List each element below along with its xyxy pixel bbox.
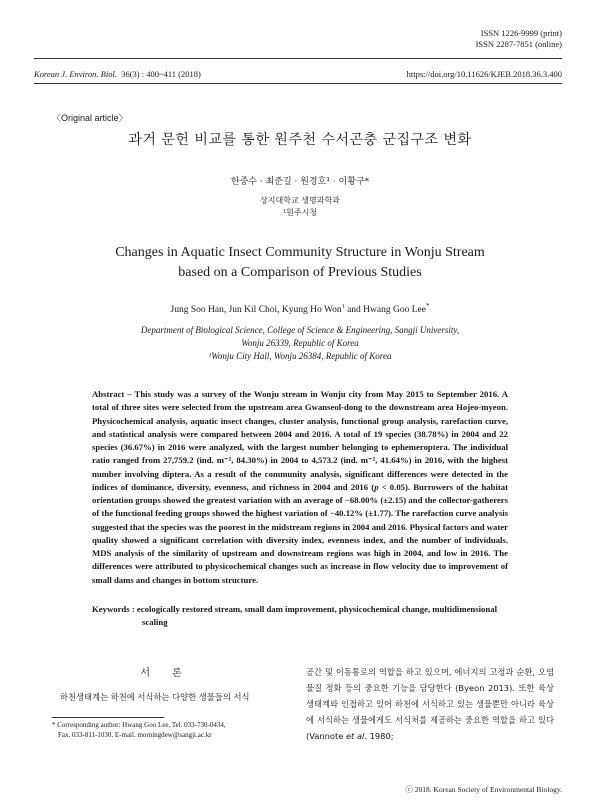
- footnote-line-1: * Corresponding author: Hwang Goo Lee, Tel. 033-730-0434,: [52, 721, 226, 729]
- body-column-right: [306, 664, 554, 744]
- intro-text-a: 공간 및 이동통로의 역할을 하고 있으며, 에너지의 고정과 순환, 오염물질 정화 등의 중요한 기능을 담당한다 (Byeon 2013). 또한 육상생태계와 인접하고 있어 하천에 서식하고 있는 생물뿐만 아니라 육상에 서식하는 생물에게도 서식처를 제공하는 중요한 역할을 하고 있다 (Vannote: [306, 667, 554, 741]
- abstract-text-b: < 0.05). Burrowers of the habitat orientation groups showed the greatest variation with an average of −68.00% (±2.15) and the collector-gatherers of the functional feeding groups showed the highest variation of −40.12% (±1.77). The rarefaction curve analysis suggested that the species was the poorest in the midstream regions in 2004 and 2016. Physical factors and water quality showed a significant correlation with diversity index, evenness index, and the number of individuals. MDS analysis of the similarity of upstream and downstream regions was high in 2004, and low in 2016. The differences were attributed to physicochemical changes such as increase in flow velocity due to improvement of small dams and changes in bottom structure.: [92, 481, 508, 585]
- affiliations-korean: [0, 195, 600, 219]
- section-title-intro: 서론: [140, 668, 204, 679]
- copyright: ⓒ 2018. Korean Society of Environmental Biology.: [405, 785, 562, 794]
- journal-citation: [34, 69, 201, 79]
- intro-et-al: et al: [345, 731, 365, 741]
- header-rule-bottom: [34, 83, 562, 84]
- title-english-line-1: Changes in Aquatic Insect Community Structure in Wonju Stream: [115, 245, 485, 260]
- abstract: Abstract – This study was a survey of the Wonju stream in Wonju city from May 2015 to September 2016. A total of three sites were selected from the upstream area Gwanseol-dong to the downstream area Hojeo-myeon. Physicochemical analysis, aquatic insect changes, cluster analysis, functional group analysis, rarefaction curve, and statistical analysis were compared between 2004 and 2016. A total of 19 species (38.78%) in 2004 and 22 species (36.67%) in 2016 were analyzed, with the largest number belonging to ephemeroptera. The individual ratio ranged from 27,759.2 (ind. m⁻², 84.30%) in 2004 to 4,573.2 (ind. m⁻², 41.64%) in 2016, with the highest number involving diptera. As a result of the community analysis, significant differences were detected in the indices of dominance, diversity, evenness, and richness in 2004 and 2016 (p < 0.05). Burrowers of the habitat orientation groups showed the greatest variation with an average of −68.00% (±2.15) and the collector-gatherers of the functional feeding groups showed the highest variation of −40.12% (±1.77). The rarefaction curve analysis suggested that the species was the poorest in the midstream regions in 2004 and 2016. Physical factors and water quality showed a significant correlation with diversity index, evenness index, and the number of individuals. MDS analysis of the similarity of upstream and downstream regions was high in 2004, and low in 2016. The differences were attributed to physicochemical changes such as increase in flow velocity due to improvement of small dams and changes in bottom structure.: [92, 389, 509, 585]
- footnote-line-2: Fax. 033-811-1030, E-mail. morningdew@sangji.ac.kr: [58, 731, 212, 739]
- corresponding-footnote: [52, 720, 302, 740]
- issn-block: [476, 28, 562, 50]
- authors-korean: 한중수 · 최준길 · 원경호¹ · 이황구*: [230, 177, 370, 187]
- affiliation-korean-1: 상지대학교 생명과학과: [260, 196, 340, 205]
- authors-english: [0, 302, 600, 315]
- intro-paragraph-start: 하천생태계는 하천에 서식하는 다양한 생물들의 서식: [60, 692, 250, 702]
- abstract-label: Abstract: [92, 389, 125, 399]
- affiliation-korean-2: ¹원주시청: [282, 208, 318, 217]
- affiliation-english-1: Department of Biological Science, College of Science & Engineering, Sangji University,: [140, 325, 460, 335]
- footnote-rule: [52, 717, 164, 718]
- journal-name: Korean J. Environ. Biol.: [34, 69, 117, 79]
- affiliation-english-3: ¹Wonju City Hall, Wonju 26384, Republic of Korea: [208, 351, 392, 361]
- abstract-text-a: This study was a survey of the Wonju stream in Wonju city from May 2015 to September 2016. A total of three sites were selected from the upstream area Gwanseol-dong to the downstream area Hojeo-myeon. Physicochemical analysis, aquatic insect changes, cluster analysis, functional group analysis, rarefaction curve, and statistical analysis were compared between 2004 and 2016. A total of 19 species (38.78%) in 2004 and 22 species (36.67%) in 2016 were analyzed, with the largest number belonging to ephemeroptera. The individual ratio ranged from 27,759.2 (ind. m⁻², 84.30%) in 2004 to 4,573.2 (ind. m⁻², 41.64%) in 2016, with the highest number involving diptera. As a result of the community analysis, significant differences were detected in the indices of dominance, diversity, evenness, and richness in 2004 and 2016 (: [92, 389, 509, 492]
- header-rule-top: [34, 58, 562, 59]
- authors-english-and: and Hwang Goo Lee: [344, 305, 426, 316]
- author-sup-1: 1: [341, 304, 345, 310]
- keywords-text: ecologically restored stream, small dam improvement, physicochemical change, multidimensional scaling: [136, 604, 497, 627]
- affiliations-english: [0, 324, 600, 363]
- issn-print: ISSN 1226-9999 (print): [480, 28, 562, 38]
- title-english: [0, 243, 600, 283]
- keywords-label: Keywords :: [92, 604, 137, 614]
- corresponding-mark: *: [425, 302, 430, 310]
- journal-header: [34, 69, 562, 79]
- intro-text-b: . 1980;: [364, 731, 394, 741]
- keywords: [92, 603, 508, 629]
- issn-online: ISSN 2287-7851 (online): [475, 39, 562, 49]
- article-type: 〈Original article〉: [52, 113, 128, 123]
- affiliation-english-2: Wonju 26339, Republic of Korea: [241, 338, 359, 348]
- journal-volume: 36(3) : 400~411 (2018): [121, 69, 201, 79]
- authors-english-main: Jung Soo Han, Jun Kil Choi, Kyung Ho Won: [170, 305, 342, 316]
- p-symbol: p: [374, 481, 379, 492]
- body-column-left: [52, 689, 292, 705]
- title-english-line-2: based on a Comparison of Previous Studies: [178, 265, 422, 280]
- doi-link[interactable]: https://doi.org/10.11626/KJEB.2018.36.3.400: [406, 69, 562, 79]
- title-korean: 과거 문헌 비교를 통한 원주천 수서곤충 군집구조 변화: [128, 132, 472, 148]
